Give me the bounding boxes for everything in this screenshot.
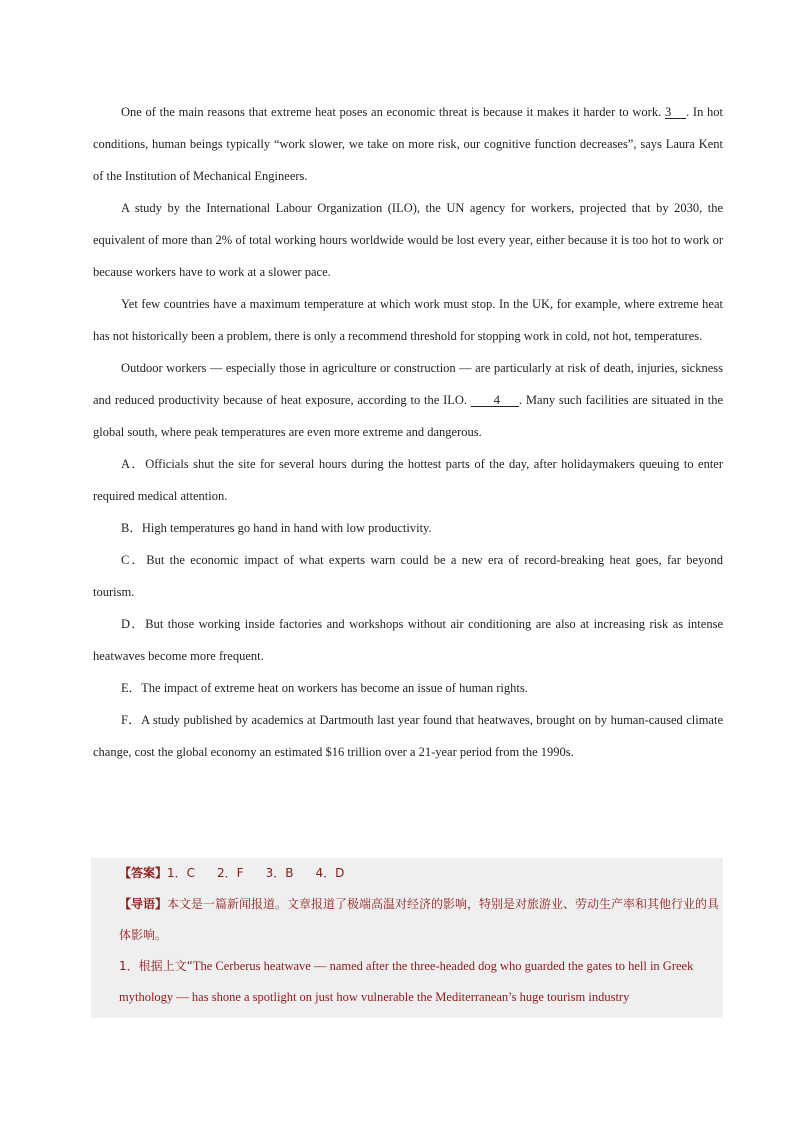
answer-row: 【答案】1．C 2．F 3．B 4．D [119, 866, 345, 880]
paragraph-1: One of the main reasons that extreme heat poses an economic threat is because it makes it harder to work. 3 . In hot conditions, human beings typically “work slower, we take on more risk, our cognitive function decreases”, says Laura Kent of the Institution of Mechanical Engineers. [93, 105, 724, 183]
option-c: C．But the economic impact of what experts warn could be a new era of record-breaking heat goes, far beyond tourism. [93, 553, 723, 599]
option-a: A．Officials shut the site for several hours during the hottest parts of the day, after holidaymakers queuing to enter required medical attention. [93, 457, 724, 503]
blank-4: 4 [470, 393, 519, 407]
paragraph-2: A study by the International Labour Organization (ILO), the UN agency for workers, projected that by 2030, the equivalent of more than 2% of total working hours worldwide would be lost every year, either because it is too hot to work or because workers have to work at a slower pace. [93, 201, 723, 279]
explain-row: 1．根据上文“The Cerberus heatwave — named after the three-headed dog who guarded the gates to hell in Greek mythology — has shone a spotlight on just how vulnerable the Mediterranean’s huge tourism industry [119, 959, 694, 1004]
option-e: E．The impact of extreme heat on workers has become an issue of human rights. [121, 681, 528, 695]
guide-row: 【导语】本文是一篇新闻报道。文章报道了极端高温对经济的影响，特别是对旅游业、劳动生产率和其他行业的具体影响。 [119, 897, 720, 942]
answer-tag: 【答案】 [119, 866, 168, 880]
option-b: B．High temperatures go hand in hand with low productivity. [121, 521, 432, 535]
guide-tag: 【导语】 [119, 897, 168, 911]
blank-3: 3 [664, 105, 687, 119]
answer-box [91, 858, 723, 1018]
option-d: D．But those working inside factories and workshops without air conditioning are also at increasing risk as intense heatwaves become more frequent. [93, 617, 723, 663]
paragraph-3: Yet few countries have a maximum temperature at which work must stop. In the UK, for example, where extreme heat has not historically been a problem, there is only a recommend threshold for stopping work in cold, not hot, temperatures. [93, 297, 723, 343]
passage [93, 96, 723, 768]
option-f: F．A study published by academics at Dartmouth last year found that heatwaves, brought on by human-caused climate change, cost the global economy an estimated $16 trillion over a 21-year period from the 1990s. [93, 713, 723, 759]
paragraph-4: Outdoor workers — especially those in agriculture or construction — are particularly at risk of death, injuries, sickness and reduced productivity because of heat exposure, according to the ILO. 4 . Many such facilities are situated in the global south, where peak temperatures are even more extreme and dangerous. [93, 361, 724, 439]
